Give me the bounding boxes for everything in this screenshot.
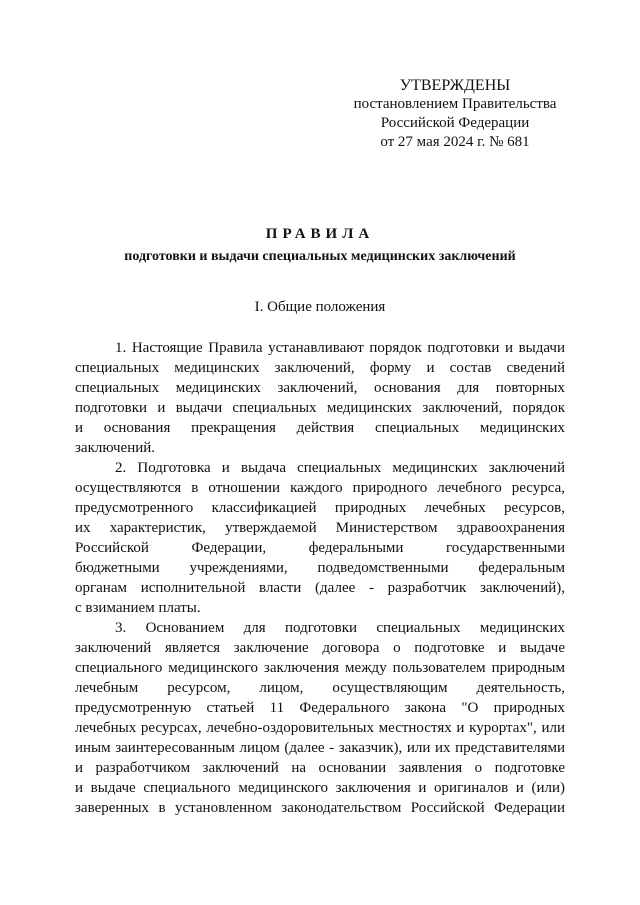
approval-line: Российской Федерации bbox=[380, 115, 530, 131]
paragraph-line: осуществляются в отношении каждого природного лечебного ресурса, bbox=[75, 480, 565, 496]
document-body bbox=[75, 338, 565, 818]
approval-date-line: от 27 мая 2024 г. № 681 bbox=[380, 134, 530, 150]
paragraph-line: предусмотренную статьей 11 Федерального закона "О природных bbox=[75, 700, 565, 716]
paragraph-line: специальных медицинских заключений, форму и состав сведений bbox=[75, 360, 565, 376]
paragraph-line: заключений. bbox=[75, 440, 156, 456]
paragraph-line: с взиманием платы. bbox=[75, 600, 201, 616]
paragraph-line: лечебных ресурсах, лечебно-оздоровительных местностях и курортах", или bbox=[75, 720, 565, 736]
paragraph-line: 1. Настоящие Правила устанавливают порядок подготовки и выдачи bbox=[115, 340, 565, 356]
paragraph-line: заверенных в установленном законодательством Российской Федерации bbox=[75, 800, 565, 816]
paragraph-line: 3. Основанием для подготовки специальных медицинских bbox=[115, 620, 565, 636]
paragraph-1 bbox=[75, 338, 565, 458]
approval-heading: УТВЕРЖДЕНЫ bbox=[399, 77, 511, 94]
document-subtitle: подготовки и выдачи специальных медицинских заключений bbox=[124, 249, 516, 264]
approval-line: постановлением Правительства bbox=[353, 96, 557, 112]
paragraph-line: органам исполнительной власти (далее - разработчик заключений), bbox=[75, 580, 565, 596]
paragraph-3 bbox=[75, 618, 565, 818]
paragraph-line: лечебным ресурсом, лицом, осуществляющим деятельность, bbox=[75, 680, 565, 696]
paragraph-line: и разработчиком заключений на основании заявления о подготовке bbox=[75, 760, 565, 776]
paragraph-line: Российской Федерации, федеральными государственными bbox=[75, 540, 565, 556]
paragraph-2 bbox=[75, 458, 565, 618]
paragraph-line: подготовки и выдачи специальных медицинских заключений, порядок bbox=[75, 400, 565, 416]
paragraph-line: заключений является заключение договора о подготовке и выдаче bbox=[75, 640, 565, 656]
section-heading: I. Общие положения bbox=[254, 299, 386, 315]
document-title: ПРАВИЛА bbox=[265, 226, 375, 242]
paragraph-line: предусмотренного классификацией природных лечебных ресурсов, bbox=[75, 500, 565, 516]
paragraph-line: 2. Подготовка и выдача специальных медицинских заключений bbox=[115, 460, 565, 476]
paragraph-line: специальных медицинских заключений, основания для повторных bbox=[75, 380, 565, 396]
paragraph-line: и основания прекращения действия специальных медицинских bbox=[75, 420, 565, 436]
approval-block bbox=[350, 76, 560, 152]
paragraph-line: специального медицинского заключения между пользователем природным bbox=[75, 660, 565, 676]
paragraph-line: бюджетными учреждениями, подведомственными федеральным bbox=[75, 560, 565, 576]
paragraph-line: и выдаче специального медицинского заключения и оригиналов и (или) bbox=[75, 780, 565, 796]
paragraph-line: их характеристик, утверждаемой Министерством здравоохранения bbox=[75, 520, 565, 536]
paragraph-line: иным заинтересованным лицом (далее - заказчик), или их представителями bbox=[75, 740, 565, 756]
